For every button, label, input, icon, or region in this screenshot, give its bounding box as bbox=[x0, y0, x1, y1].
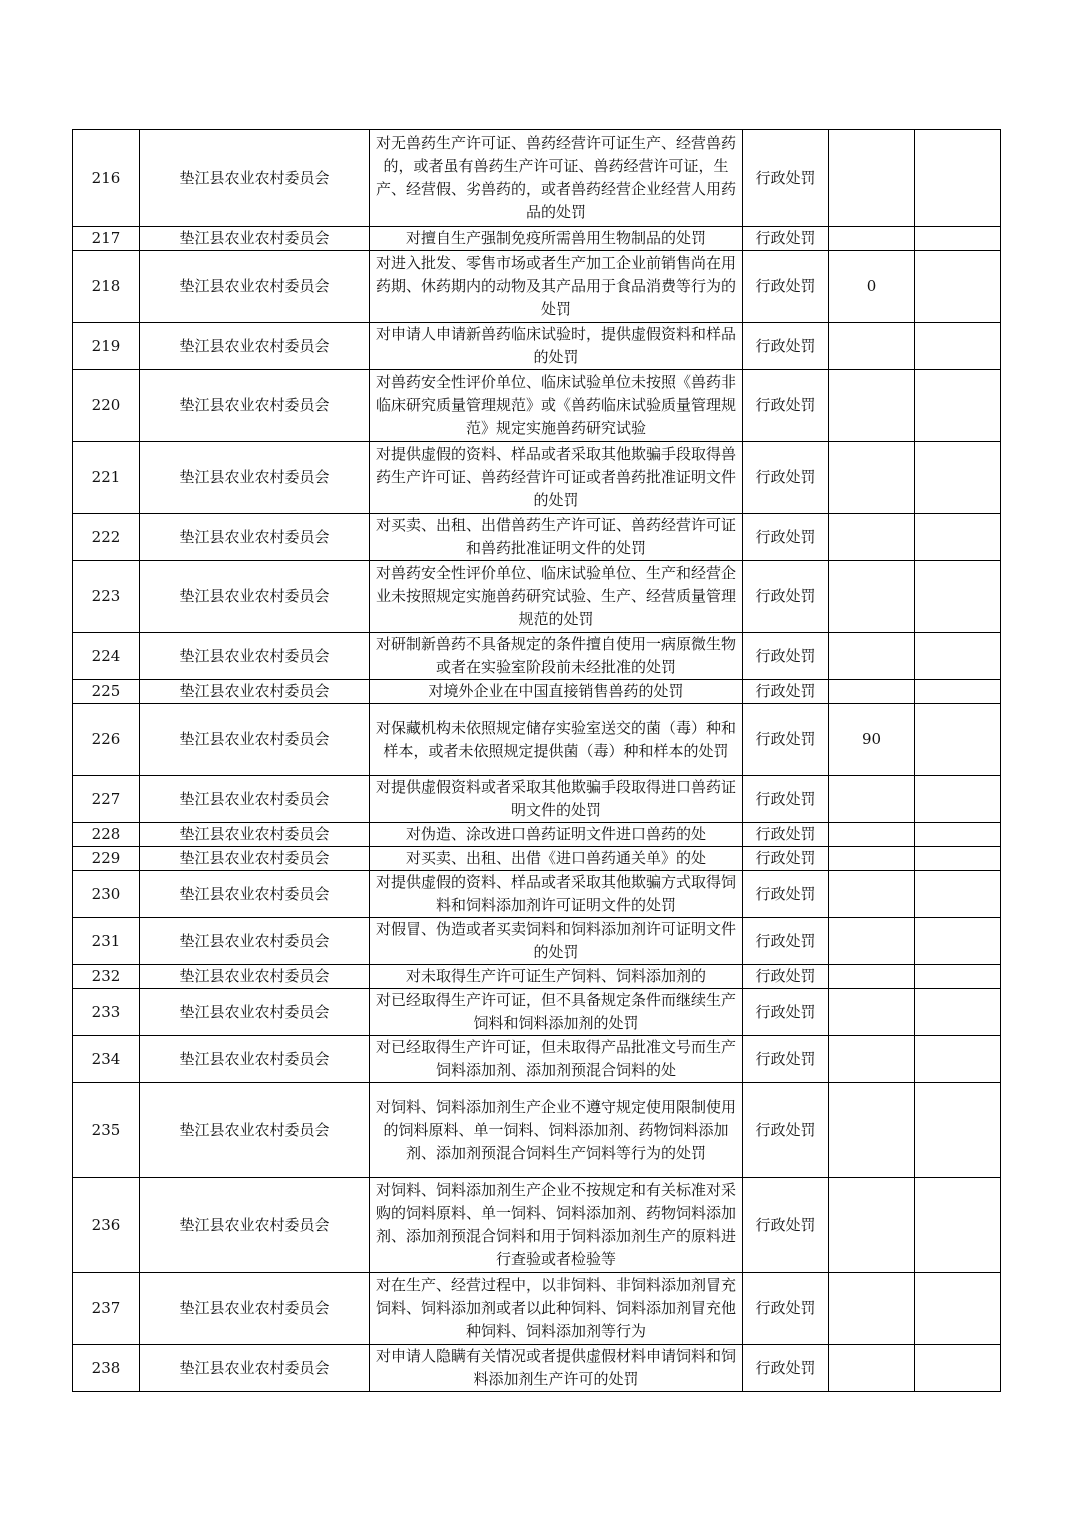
value-cell bbox=[829, 1083, 915, 1178]
value-cell bbox=[829, 1036, 915, 1083]
value-cell bbox=[829, 680, 915, 704]
note-cell bbox=[915, 847, 1001, 871]
table-row bbox=[73, 251, 1001, 323]
row-number: 225 bbox=[73, 680, 140, 704]
value-cell bbox=[829, 323, 915, 370]
table-row bbox=[73, 918, 1001, 965]
value-cell bbox=[829, 514, 915, 561]
matter-name: 对提供虚假的资料、样品或者采取其他欺骗手段取得兽药生产许可证、兽药经营许可证或者兽药批准证明文件的处罚 bbox=[370, 442, 743, 514]
table-row bbox=[73, 871, 1001, 918]
table-row bbox=[73, 1036, 1001, 1083]
value-cell bbox=[829, 918, 915, 965]
matter-type: 行政处罚 bbox=[743, 514, 829, 561]
table-row bbox=[73, 680, 1001, 704]
department-name: 垫江县农业农村委员会 bbox=[140, 251, 370, 323]
row-number: 216 bbox=[73, 130, 140, 227]
department-name: 垫江县农业农村委员会 bbox=[140, 989, 370, 1036]
table-row bbox=[73, 1273, 1001, 1345]
department-name: 垫江县农业农村委员会 bbox=[140, 130, 370, 227]
matter-type: 行政处罚 bbox=[743, 323, 829, 370]
value-cell bbox=[829, 965, 915, 989]
matter-name: 对进入批发、零售市场或者生产加工企业前销售尚在用药期、休药期内的动物及其产品用于食品消费等行为的处罚 bbox=[370, 251, 743, 323]
department-name: 垫江县农业农村委员会 bbox=[140, 704, 370, 776]
matter-name: 对饲料、饲料添加剂生产企业不遵守规定使用限制使用的饲料原料、单一饲料、饲料添加剂、药物饲料添加剂、添加剂预混合饲料生产饲料等行为的处罚 bbox=[370, 1083, 743, 1178]
matter-type: 行政处罚 bbox=[743, 1273, 829, 1345]
value-cell bbox=[829, 370, 915, 442]
value-cell bbox=[829, 1178, 915, 1273]
matter-name: 对申请人申请新兽药临床试验时，提供虚假资料和样品的处罚 bbox=[370, 323, 743, 370]
department-name: 垫江县农业农村委员会 bbox=[140, 1273, 370, 1345]
matter-type: 行政处罚 bbox=[743, 442, 829, 514]
value-cell bbox=[829, 633, 915, 680]
table-row bbox=[73, 823, 1001, 847]
matter-name: 对假冒、伪造或者买卖饲料和饲料添加剂许可证明文件的处罚 bbox=[370, 918, 743, 965]
department-name: 垫江县农业农村委员会 bbox=[140, 965, 370, 989]
row-number: 217 bbox=[73, 227, 140, 251]
document-page bbox=[72, 129, 1000, 1392]
matter-type: 行政处罚 bbox=[743, 1036, 829, 1083]
matter-name: 对已经取得生产许可证，但不具备规定条件而继续生产饲料和饲料添加剂的处罚 bbox=[370, 989, 743, 1036]
row-number: 232 bbox=[73, 965, 140, 989]
note-cell bbox=[915, 323, 1001, 370]
row-number: 218 bbox=[73, 251, 140, 323]
note-cell bbox=[915, 704, 1001, 776]
matter-name: 对保藏机构未依照规定储存实验室送交的菌（毒）种和样本，或者未依照规定提供菌（毒）种和样本的处罚 bbox=[370, 704, 743, 776]
value-cell bbox=[829, 847, 915, 871]
table-row bbox=[73, 130, 1001, 227]
note-cell bbox=[915, 633, 1001, 680]
table-row bbox=[73, 1178, 1001, 1273]
department-name: 垫江县农业农村委员会 bbox=[140, 918, 370, 965]
matter-name: 对境外企业在中国直接销售兽药的处罚 bbox=[370, 680, 743, 704]
department-name: 垫江县农业农村委员会 bbox=[140, 1083, 370, 1178]
value-cell bbox=[829, 442, 915, 514]
row-number: 238 bbox=[73, 1345, 140, 1392]
department-name: 垫江县农业农村委员会 bbox=[140, 323, 370, 370]
row-number: 235 bbox=[73, 1083, 140, 1178]
table-row bbox=[73, 370, 1001, 442]
table-row bbox=[73, 989, 1001, 1036]
table-row bbox=[73, 227, 1001, 251]
table-row bbox=[73, 704, 1001, 776]
row-number: 236 bbox=[73, 1178, 140, 1273]
table-row bbox=[73, 561, 1001, 633]
note-cell bbox=[915, 823, 1001, 847]
note-cell bbox=[915, 514, 1001, 561]
matter-name: 对兽药安全性评价单位、临床试验单位、生产和经营企业未按照规定实施兽药研究试验、生产、经营质量管理规范的处罚 bbox=[370, 561, 743, 633]
matter-type: 行政处罚 bbox=[743, 1345, 829, 1392]
matter-type: 行政处罚 bbox=[743, 704, 829, 776]
matter-type: 行政处罚 bbox=[743, 1178, 829, 1273]
penalty-table bbox=[72, 129, 1001, 1392]
matter-type: 行政处罚 bbox=[743, 871, 829, 918]
matter-type: 行政处罚 bbox=[743, 227, 829, 251]
value-cell bbox=[829, 989, 915, 1036]
value-cell bbox=[829, 776, 915, 823]
matter-name: 对已经取得生产许可证，但未取得产品批准文号而生产饲料添加剂、添加剂预混合饲料的处 bbox=[370, 1036, 743, 1083]
row-number: 237 bbox=[73, 1273, 140, 1345]
matter-name: 对研制新兽药不具备规定的条件擅自使用一病原微生物或者在实验室阶段前未经批准的处罚 bbox=[370, 633, 743, 680]
row-number: 221 bbox=[73, 442, 140, 514]
note-cell bbox=[915, 370, 1001, 442]
row-number: 224 bbox=[73, 633, 140, 680]
department-name: 垫江县农业农村委员会 bbox=[140, 1178, 370, 1273]
matter-name: 对买卖、出租、出借兽药生产许可证、兽药经营许可证和兽药批准证明文件的处罚 bbox=[370, 514, 743, 561]
note-cell bbox=[915, 442, 1001, 514]
table-row bbox=[73, 847, 1001, 871]
row-number: 219 bbox=[73, 323, 140, 370]
matter-type: 行政处罚 bbox=[743, 965, 829, 989]
value-cell bbox=[829, 1273, 915, 1345]
note-cell bbox=[915, 227, 1001, 251]
row-number: 228 bbox=[73, 823, 140, 847]
note-cell bbox=[915, 251, 1001, 323]
matter-type: 行政处罚 bbox=[743, 989, 829, 1036]
table-row bbox=[73, 633, 1001, 680]
row-number: 220 bbox=[73, 370, 140, 442]
note-cell bbox=[915, 871, 1001, 918]
department-name: 垫江县农业农村委员会 bbox=[140, 227, 370, 251]
row-number: 229 bbox=[73, 847, 140, 871]
matter-type: 行政处罚 bbox=[743, 680, 829, 704]
note-cell bbox=[915, 776, 1001, 823]
department-name: 垫江县农业农村委员会 bbox=[140, 561, 370, 633]
department-name: 垫江县农业农村委员会 bbox=[140, 823, 370, 847]
value-cell bbox=[829, 1345, 915, 1392]
department-name: 垫江县农业农村委员会 bbox=[140, 633, 370, 680]
value-cell bbox=[829, 227, 915, 251]
row-number: 222 bbox=[73, 514, 140, 561]
value-cell bbox=[829, 871, 915, 918]
note-cell bbox=[915, 1345, 1001, 1392]
matter-name: 对提供虚假资料或者采取其他欺骗手段取得进口兽药证明文件的处罚 bbox=[370, 776, 743, 823]
row-number: 230 bbox=[73, 871, 140, 918]
matter-name: 对兽药安全性评价单位、临床试验单位未按照《兽药非临床研究质量管理规范》或《兽药临床试验质量管理规范》规定实施兽药研究试验 bbox=[370, 370, 743, 442]
row-number: 233 bbox=[73, 989, 140, 1036]
matter-name: 对擅自生产强制免疫所需兽用生物制品的处罚 bbox=[370, 227, 743, 251]
row-number: 234 bbox=[73, 1036, 140, 1083]
department-name: 垫江县农业农村委员会 bbox=[140, 514, 370, 561]
matter-type: 行政处罚 bbox=[743, 776, 829, 823]
row-number: 226 bbox=[73, 704, 140, 776]
note-cell bbox=[915, 1036, 1001, 1083]
table-row bbox=[73, 965, 1001, 989]
note-cell bbox=[915, 1273, 1001, 1345]
row-number: 227 bbox=[73, 776, 140, 823]
note-cell bbox=[915, 130, 1001, 227]
department-name: 垫江县农业农村委员会 bbox=[140, 847, 370, 871]
department-name: 垫江县农业农村委员会 bbox=[140, 776, 370, 823]
note-cell bbox=[915, 1083, 1001, 1178]
department-name: 垫江县农业农村委员会 bbox=[140, 370, 370, 442]
table-row bbox=[73, 776, 1001, 823]
note-cell bbox=[915, 1178, 1001, 1273]
department-name: 垫江县农业农村委员会 bbox=[140, 680, 370, 704]
department-name: 垫江县农业农村委员会 bbox=[140, 1036, 370, 1083]
note-cell bbox=[915, 561, 1001, 633]
matter-type: 行政处罚 bbox=[743, 918, 829, 965]
value-cell: 90 bbox=[829, 704, 915, 776]
note-cell bbox=[915, 918, 1001, 965]
matter-name: 对提供虚假的资料、样品或者采取其他欺骗方式取得饲料和饲料添加剂许可证明文件的处罚 bbox=[370, 871, 743, 918]
matter-name: 对买卖、出租、出借《进口兽药通关单》的处 bbox=[370, 847, 743, 871]
value-cell bbox=[829, 823, 915, 847]
matter-type: 行政处罚 bbox=[743, 370, 829, 442]
matter-name: 对未取得生产许可证生产饲料、饲料添加剂的 bbox=[370, 965, 743, 989]
department-name: 垫江县农业农村委员会 bbox=[140, 871, 370, 918]
table-row bbox=[73, 1345, 1001, 1392]
value-cell: 0 bbox=[829, 251, 915, 323]
matter-type: 行政处罚 bbox=[743, 251, 829, 323]
note-cell bbox=[915, 680, 1001, 704]
department-name: 垫江县农业农村委员会 bbox=[140, 442, 370, 514]
table-row bbox=[73, 514, 1001, 561]
table-row bbox=[73, 323, 1001, 370]
department-name: 垫江县农业农村委员会 bbox=[140, 1345, 370, 1392]
row-number: 223 bbox=[73, 561, 140, 633]
matter-type: 行政处罚 bbox=[743, 1083, 829, 1178]
matter-type: 行政处罚 bbox=[743, 847, 829, 871]
matter-type: 行政处罚 bbox=[743, 561, 829, 633]
note-cell bbox=[915, 965, 1001, 989]
value-cell bbox=[829, 130, 915, 227]
matter-name: 对在生产、经营过程中，以非饲料、非饲料添加剂冒充饲料、饲料添加剂或者以此种饲料、饲料添加剂冒充他种饲料、饲料添加剂等行为 bbox=[370, 1273, 743, 1345]
row-number: 231 bbox=[73, 918, 140, 965]
matter-type: 行政处罚 bbox=[743, 130, 829, 227]
value-cell bbox=[829, 561, 915, 633]
note-cell bbox=[915, 989, 1001, 1036]
table-row bbox=[73, 442, 1001, 514]
table-row bbox=[73, 1083, 1001, 1178]
matter-type: 行政处罚 bbox=[743, 823, 829, 847]
matter-name: 对申请人隐瞒有关情况或者提供虚假材料申请饲料和饲料添加剂生产许可的处罚 bbox=[370, 1345, 743, 1392]
matter-name: 对饲料、饲料添加剂生产企业不按规定和有关标准对采购的饲料原料、单一饲料、饲料添加剂、药物饲料添加剂、添加剂预混合饲料和用于饲料添加剂生产的原料进行查验或者检验等 bbox=[370, 1178, 743, 1273]
matter-name: 对无兽药生产许可证、兽药经营许可证生产、经营兽药的，或者虽有兽药生产许可证、兽药经营许可证，生产、经营假、劣兽药的，或者兽药经营企业经营人用药品的处罚 bbox=[370, 130, 743, 227]
matter-name: 对伪造、涂改进口兽药证明文件进口兽药的处 bbox=[370, 823, 743, 847]
matter-type: 行政处罚 bbox=[743, 633, 829, 680]
